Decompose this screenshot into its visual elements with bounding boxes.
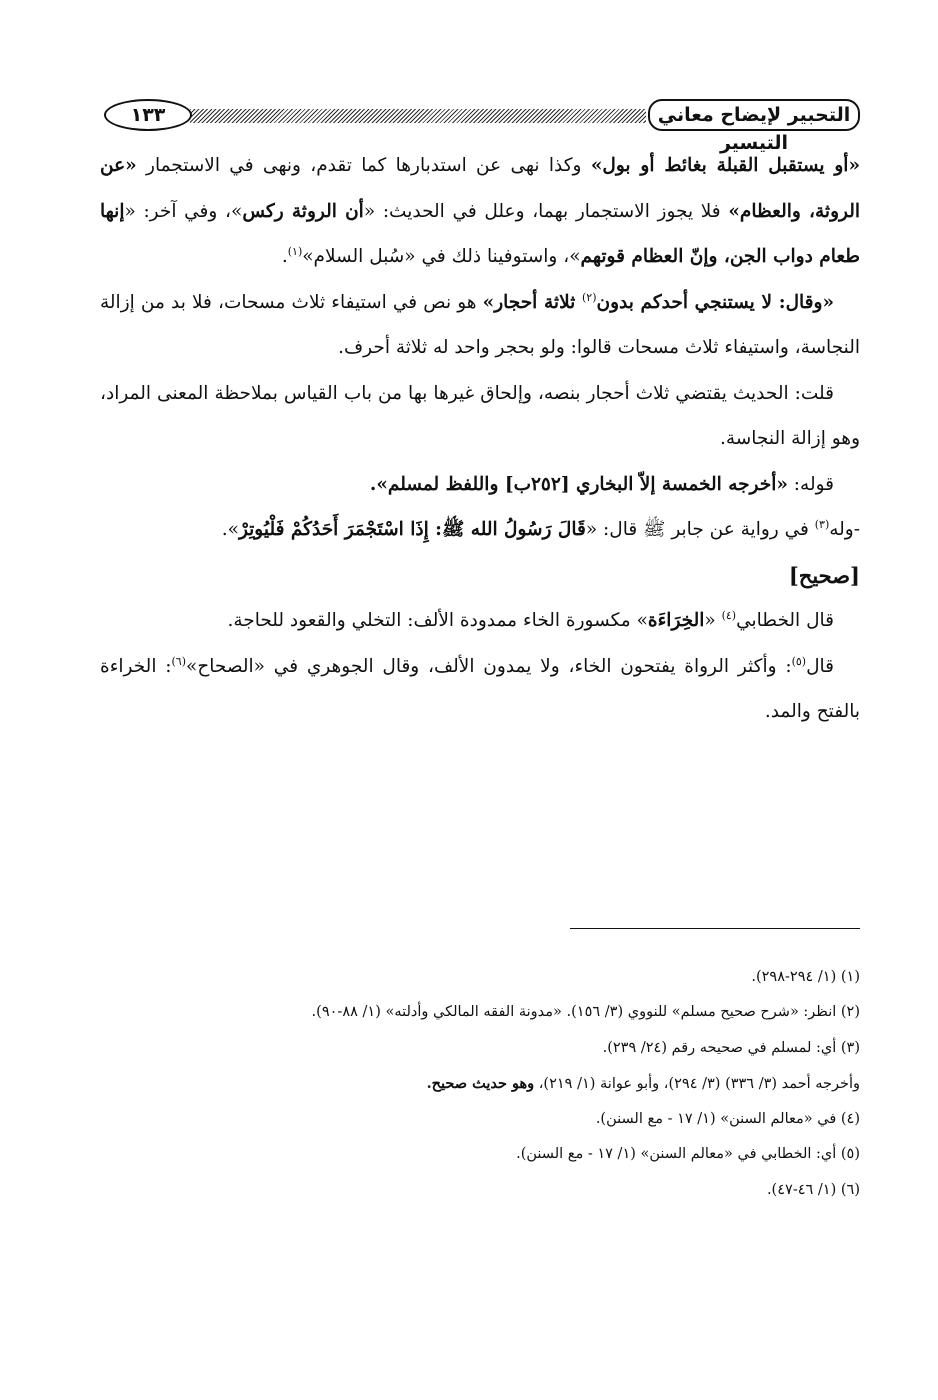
text-run: وأخرجه أحمد (٣/ ٣٣٦) (٣/ ٢٩٤)، وأبو عوانة (١/ ٢١٩)، — [534, 1075, 860, 1092]
paragraph-5 — [100, 507, 860, 553]
text-run: : وأكثر الرواة يفتحون الخاء، ولا يمدون الألف، وقال الجوهري في «الصحاح» — [186, 655, 792, 677]
grade-note: وهو حديث صحيح. — [426, 1074, 535, 1092]
footnote-ref[interactable]: (٤) — [721, 608, 737, 622]
footnote-5: (٥) أي: الخطابي في «معالم السنن» (١/ ١٧ - مع السنن). — [516, 1146, 860, 1163]
footnote-ref[interactable]: (١) — [287, 244, 303, 258]
footnote-3: (٣) أي: لمسلم في صحيحه رقم (٢٤/ ٢٣٩). — [602, 1039, 860, 1056]
text-run: . — [281, 246, 288, 267]
text-run: قوله: — [787, 473, 834, 495]
text-run: « — [704, 610, 722, 631]
text-run: قال الخطابي — [736, 610, 834, 631]
paragraph-1 — [100, 143, 860, 280]
text-run: في رواية عن جابر ﷺ قال: « — [585, 519, 815, 540]
hadith-grade: [صحيح] — [788, 562, 860, 588]
hadith-quote: ثلاثة أحجار» — [482, 291, 582, 313]
footnote-4: (٤) في «معالم السنن» (١/ ١٧ - مع السنن). — [595, 1111, 860, 1128]
book-title: التحبير لإيضاح معاني التيسير — [648, 99, 860, 131]
running-header — [100, 97, 860, 154]
paragraph-3: قلت: الحديث يقتضي ثلاث أحجار بنصه، وإلحاق غيرها بها من باب القياس بملاحظة المعنى المراد، وهو إزالة النجاسة. — [100, 382, 860, 449]
header-hatch-band — [190, 109, 646, 123]
main-text — [100, 143, 860, 735]
text-run: -وله — [829, 519, 860, 540]
footnote-ref[interactable]: (٥) — [791, 654, 807, 668]
text-run: وكذا نهى عن استدبارها كما تقدم، ونهى في الاستجمار — [136, 155, 591, 176]
footnote-2: (٢) انظر: «شرح صحيح مسلم» للنووي (٣/ ١٥٦). «مدونة الفقه المالكي وأدلته» (١/ ٨٨-٩٠). — [311, 1004, 860, 1021]
footnotes — [100, 960, 860, 1208]
paragraph-6 — [100, 598, 860, 644]
text-run: : الخراءة بالفتح والمد. — [100, 655, 860, 722]
footnote-3-continuation — [100, 1066, 860, 1102]
text-run: » مكسورة الخاء ممدودة الألف: التخلي والقعود للحاجة. — [227, 610, 648, 631]
source-citation: «أخرجه الخمسة إلاّ البخاري [٢٥٢ب] واللفظ لمسلم». — [369, 473, 788, 495]
footnote-6: (٦) (١/ ٤٦-٤٧). — [766, 1181, 860, 1198]
paragraph-2 — [100, 280, 860, 371]
paragraph-4 — [100, 462, 860, 508]
paragraph-7 — [100, 644, 860, 735]
page-number: ١٣٣ — [104, 99, 192, 131]
footnote-separator — [570, 928, 860, 929]
text-run: »، وفي آخر: « — [124, 200, 243, 222]
hadith-quote: «وقال: لا يستنجي أحدكم بدون — [596, 291, 835, 313]
footnote-ref[interactable]: (٣) — [814, 517, 830, 531]
hadith-quote: قَالَ رَسُولُ الله ﷺ: إِذَا اسْتَجْمَرَ أَحَدُكُمْ فَلْيُوتِرْ — [238, 519, 586, 540]
hadith-quote: «عن الروثة، والعظام» — [100, 155, 861, 222]
hadith-quote: «أو يستقبل القبلة بغائط أو بول» — [590, 155, 861, 176]
text-run: قال — [806, 655, 834, 677]
text-run: »، واستوفينا ذلك في «سُبل السلام» — [302, 246, 581, 267]
footnote-ref[interactable]: (٦) — [171, 654, 187, 668]
text-run: فلا يجوز الاستجمار بهما، وعلل في الحديث: « — [363, 200, 729, 222]
text-run: ». — [221, 519, 239, 540]
hadith-quote: أن الروثة ركس — [242, 200, 364, 222]
hadith-quote: إنها طعام دواب الجن، وإنّ العظام قوتهم — [100, 200, 860, 267]
defined-term: الخِرَاءَة — [647, 610, 705, 631]
footnote-1: (١) (١/ ٢٩٤-٢٩٨). — [751, 969, 860, 985]
footnote-ref[interactable]: (٢) — [581, 290, 597, 304]
text-run: هو نص في استيفاء ثلاث مسحات، فلا بد من إزالة النجاسة، واستيفاء ثلاث مسحات قالوا: ولو بحجر واحد له ثلاثة أحرف. — [100, 291, 860, 358]
